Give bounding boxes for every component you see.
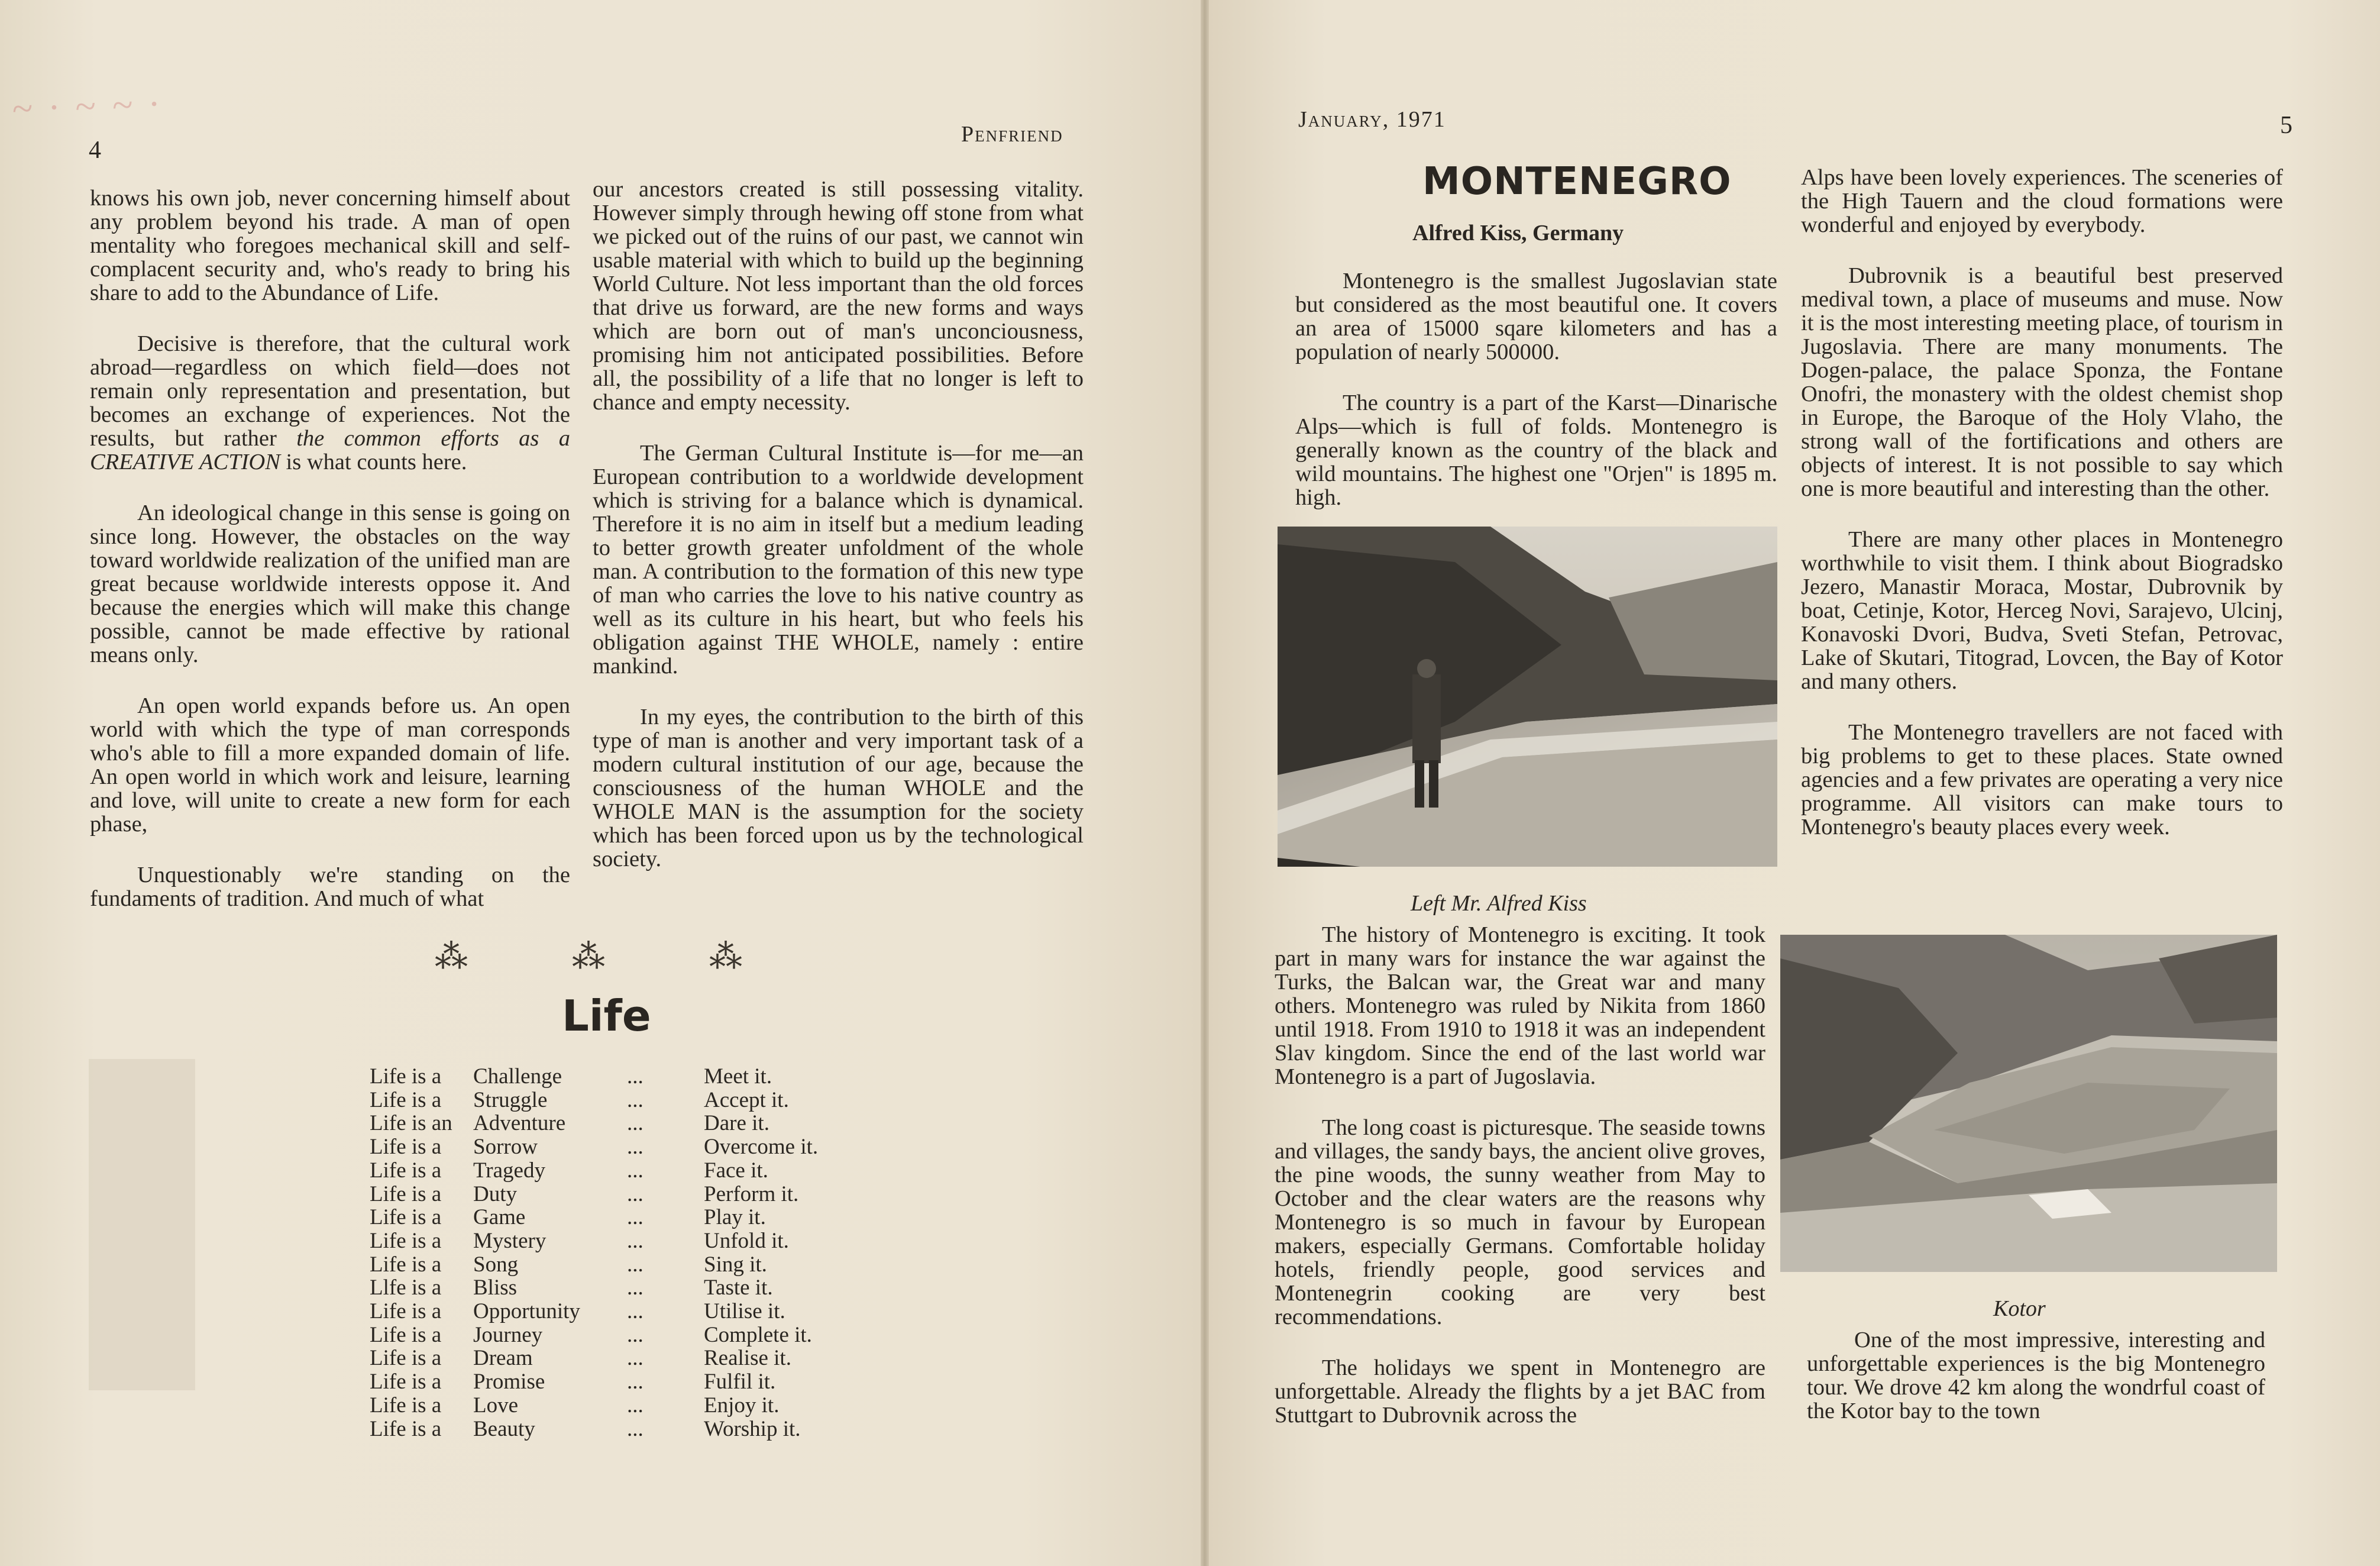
poem-line-noun: Game [473,1205,526,1230]
poem-line [370,1323,858,1347]
poem-line-response: Complete it. [704,1322,812,1347]
faded-stamp: ~ · ~ ~ · [11,82,163,130]
poem-line [370,1394,858,1418]
poem-title: Life [562,991,651,1041]
poem-line-ellipsis: ... [627,1087,643,1112]
poem-line-lead: Life is a [370,1346,442,1371]
poem-line [370,1229,858,1253]
poem-line-response: Meet it. [704,1064,772,1089]
paragraph: One of the most impressive, interesting and unforgettable experiences is the big Montenegro tour. We drove 42 km along the wondrful coast of the Kotor bay to the town [1807,1328,2265,1423]
poem-line-ellipsis: ... [627,1346,643,1371]
poem-line [370,1347,858,1370]
paragraph: Decisive is therefore, that the cultural work abroad—regardless on which field—does not remain only representation and presentation, but becomes an exchange of experiences. Not the results, but rather the common efforts as a CREATIVE ACTION is what counts here. [90,331,571,474]
paragraph: Montenegro is the smallest Jugoslavian state but considered as the most beautiful one. It covers an area of 15000 sqare kilometers and has a population of nearly 500000. [1295,269,1777,364]
poem-line-lead: Life is a [370,1158,442,1183]
poem-line-response: Realise it. [704,1346,791,1371]
paragraph: Dubrovnik is a beautiful best preserved medival town, a place of museums and muse. Now it is the most interesting meeting place, of tourism in Jugoslavia. There are many monuments. The Dogen-palace, the palace Sponza, the Fontane Onofri, the monastery with the oldest chemist shop in Europe, the Baroque of the Holy Vlaho, the strong wall of the fortifications and others are objects of interest. It is not possible to say which one is more beautiful and interesting than the other. [1801,263,2283,501]
poem-line [370,1112,858,1135]
poem-line-ellipsis: ... [627,1205,643,1230]
poem-line-ellipsis: ... [627,1064,643,1089]
photo-alfred-kiss [1278,527,1777,867]
poem-line-response: Face it. [704,1158,768,1183]
poem-line-noun: Promise [473,1370,545,1394]
poem-line-response: Dare it. [704,1111,769,1136]
poem-line [370,1276,858,1300]
poem-line-ellipsis: ... [627,1228,643,1253]
poem-line-noun: Tragedy [473,1158,545,1183]
poem-line-noun: Struggle [473,1087,548,1112]
poem-line-lead: Life is a [370,1252,442,1277]
poem-line-ellipsis: ... [627,1416,643,1441]
emphasis: the common efforts as a CREATIVE ACTION [90,426,571,474]
left-column-1 [90,186,570,938]
right-column-1-bottom [1275,923,1765,1454]
poem-line-response: Accept it. [704,1087,789,1112]
poem-line [370,1089,858,1112]
paragraph: The holidays we spent in Montenegro are unforgettable. Already the flights by a jet BAC from Stuttgart to Dubrovnik across the [1275,1355,1765,1428]
poem-line [370,1300,858,1323]
show-through-shadow [89,1059,195,1390]
poem-line-ellipsis: ... [627,1181,643,1206]
page-gutter [1201,0,1209,1566]
poem-line-lead: Llfe is a [370,1276,442,1300]
poem-line-ellipsis: ... [627,1252,643,1277]
poem-line-response: Fulfil it. [704,1370,776,1394]
poem-line [370,1418,858,1441]
paragraph: The country is a part of the Karst—Dinarische Alps—which is full of folds. Montenegro is generally known as the country of the black and wild mountains. The highest one "Orjen" is 1895 m. high. [1295,390,1777,510]
poem-line [370,1159,858,1183]
paragraph: In my eyes, the contribution to the birth of this type of man is another and very important task of a modern cultural institution of our age, because the consciousness of the human WHOLE and the WHOLE MAN is the assumption for the society which has been forced upon us by the technological society. [593,705,1084,871]
poem-line-ellipsis: ... [627,1322,643,1347]
poem-line-response: Overcome it. [704,1135,819,1160]
paragraph: There are many other places in Montenegro worthwhile to visit them. I think about Biogradsko Jezero, Manastir Moraca, Mostar, Dubrovnik by boat, Cetinje, Kotor, Herceg Novi, Sarajevo, Ulcinj, Konavoski Dvori, Budva, Sveti Stefan, Petrovac, Lake of Skutari, Titograd, Lovcen, the Bay of Kotor and many others. [1801,527,2283,694]
poem-line-lead: Life is a [370,1299,442,1324]
poem-line-lead: Life is a [370,1087,442,1112]
paragraph: The Montenegro travellers are not faced with big problems to get to these places. State owned agencies and a few privates are operating a very nice programme. All visitors can make tours to Montenegro's beauty places every week. [1801,720,2283,839]
poem-line-lead: Life is a [370,1228,442,1253]
poem-line-ellipsis: ... [627,1276,643,1300]
article-byline: Alfred Kiss, Germany [1412,221,1624,246]
poem-line [370,1370,858,1394]
poem-line-response: Play it. [704,1205,766,1230]
right-column-2-bottom [1807,1328,2265,1450]
left-column-2 [593,177,1084,898]
poem-line-lead: Life is a [370,1205,442,1230]
poem-line [370,1253,858,1277]
paragraph: knows his own job, never concerning himself about any problem beyond his trade. A man of open mentality who foregoes mechanical skill and self-complacent security and, who's ready to bring his share to add to the Abundance of Life. [90,186,570,305]
poem-line-ellipsis: ... [627,1158,643,1183]
poem-line-response: Utilise it. [704,1299,785,1324]
paragraph: our ancestors created is still possessing vitality. However simply through hewing off stone from what we picked out of the ruins of our past, we cannot win usable material with which to build up the beginning World Culture. Not less important than the old forces that drive us forward, are the new forms and ways which are born out of man's unconciousness, promising him not anticipated possibilities. Before all, the possibility of a life that no longer is left to chance and empty necessity. [593,177,1084,415]
paragraph: An open world expands before us. An open world with which the type of man corresponds who's able to fill a more expanded domain of life. An open world in which work and leisure, learning and love, will unite to create a new form for each phase, [90,693,570,837]
poem-line-lead: Life is a [370,1393,442,1418]
poem-line-noun: Song [473,1252,519,1277]
poem-line [370,1206,858,1229]
paragraph: Unquestionably we're standing on the fundaments of tradition. And much of what [90,863,570,911]
poem-line-noun: Mystery [473,1228,547,1253]
photo-caption: Left Mr. Alfred Kiss [1411,891,1587,916]
poem-line-response: Unfold it. [704,1228,789,1253]
poem-line-noun: Sorrow [473,1135,538,1160]
poem-line-ellipsis: ... [627,1299,643,1324]
asterism-icon: ⁂ [572,939,605,976]
poem-line-response: Worship it. [704,1416,801,1441]
poem-line-lead: Life is a [370,1416,442,1441]
poem-line-noun: Dream [473,1346,533,1371]
right-column-1-top [1295,269,1777,537]
poem-line-noun: Challenge [473,1064,562,1089]
poem-line-lead: Life is a [370,1322,442,1347]
paragraph: The German Cultural Institute is—for me—an European contribution to a worldwide development which is striving for a balance which is dynamical. Therefore it is no aim in itself but a medium leading to better growth greater unfoldment of the whole man. A contribution to the formation of this new type of man who carries the love to his native country as well as its culture in his heart, but who feels his obligation against THE WHOLE, namely : entire mankind. [593,441,1084,679]
photo-kotor [1780,935,2277,1272]
poem-line-lead: Life is an [370,1111,452,1136]
poem-line-response: Sing it. [704,1252,767,1277]
poem-line-noun: Beauty [473,1416,535,1441]
right-running-head: January, 1971 [1298,107,1446,132]
paragraph: An ideological change in this sense is going on since long. However, the obstacles on the way toward worldwide realization of the unified man are great because worldwide interests oppose it. And because the energies which will make this change possible, cannot be made effective by rational means only. [90,501,570,667]
poem-line-noun: Adventure [473,1111,566,1136]
section-divider [435,938,742,976]
poem-line-lead: Life is a [370,1135,442,1160]
poem-line-ellipsis: ... [627,1111,643,1136]
left-running-head: Penfriend [961,122,1063,147]
poem-line-lead: Life is a [370,1370,442,1394]
poem-line-response: Taste it. [704,1276,773,1300]
poem-line-lead: Life is a [370,1181,442,1206]
asterism-icon: ⁂ [709,939,742,976]
asterism-icon: ⁂ [435,939,468,976]
right-page-number: 5 [2280,112,2292,139]
poem-line-lead: Life is a [370,1064,442,1089]
poem-line-ellipsis: ... [627,1393,643,1418]
poem-line [370,1065,858,1089]
article-title: MONTENEGRO [1422,160,1732,204]
poem-line [370,1135,858,1159]
poem-line-response: Perform it. [704,1181,799,1206]
poem-line-response: Enjoy it. [704,1393,780,1418]
poem-line-ellipsis: ... [627,1135,643,1160]
left-page-number: 4 [89,137,101,164]
poem-line-noun: Duty [473,1181,517,1206]
poem-line-noun: Opportunity [473,1299,580,1324]
photo-caption: Kotor [1993,1296,2046,1321]
paragraph: The history of Montenegro is exciting. It took part in many wars for instance the war against the Turks, the Balcan war, the Great war and many others. Montenegro was ruled by Nikita from 1860 until 1918. From 1910 to 1918 it was an independent Slav kingdom. Since the end of the last world war Montenegro is a part of Jugoslavia. [1275,922,1765,1089]
poem-line-ellipsis: ... [627,1370,643,1394]
poem [370,1065,858,1441]
poem-line [370,1183,858,1206]
paragraph: The long coast is picturesque. The seaside towns and villages, the sandy bays, the ancient olive groves, the pine woods, the sunny weather from May to October and the clear waters are the reasons why Montenegro is so much in favour by European makers, especially Germans. Comfortable holiday hotels, friendly people, good services and Montenegrin cooking are very best recommendations. [1275,1115,1765,1329]
poem-line-noun: Love [473,1393,519,1418]
paragraph: Alps have been lovely experiences. The sceneries of the High Tauern and the cloud formations were wonderful and enjoyed by everybody. [1801,165,2283,237]
right-column-2-top [1801,166,2283,866]
poem-line-noun: Bliss [473,1276,518,1300]
poem-line-noun: Journey [473,1322,543,1347]
